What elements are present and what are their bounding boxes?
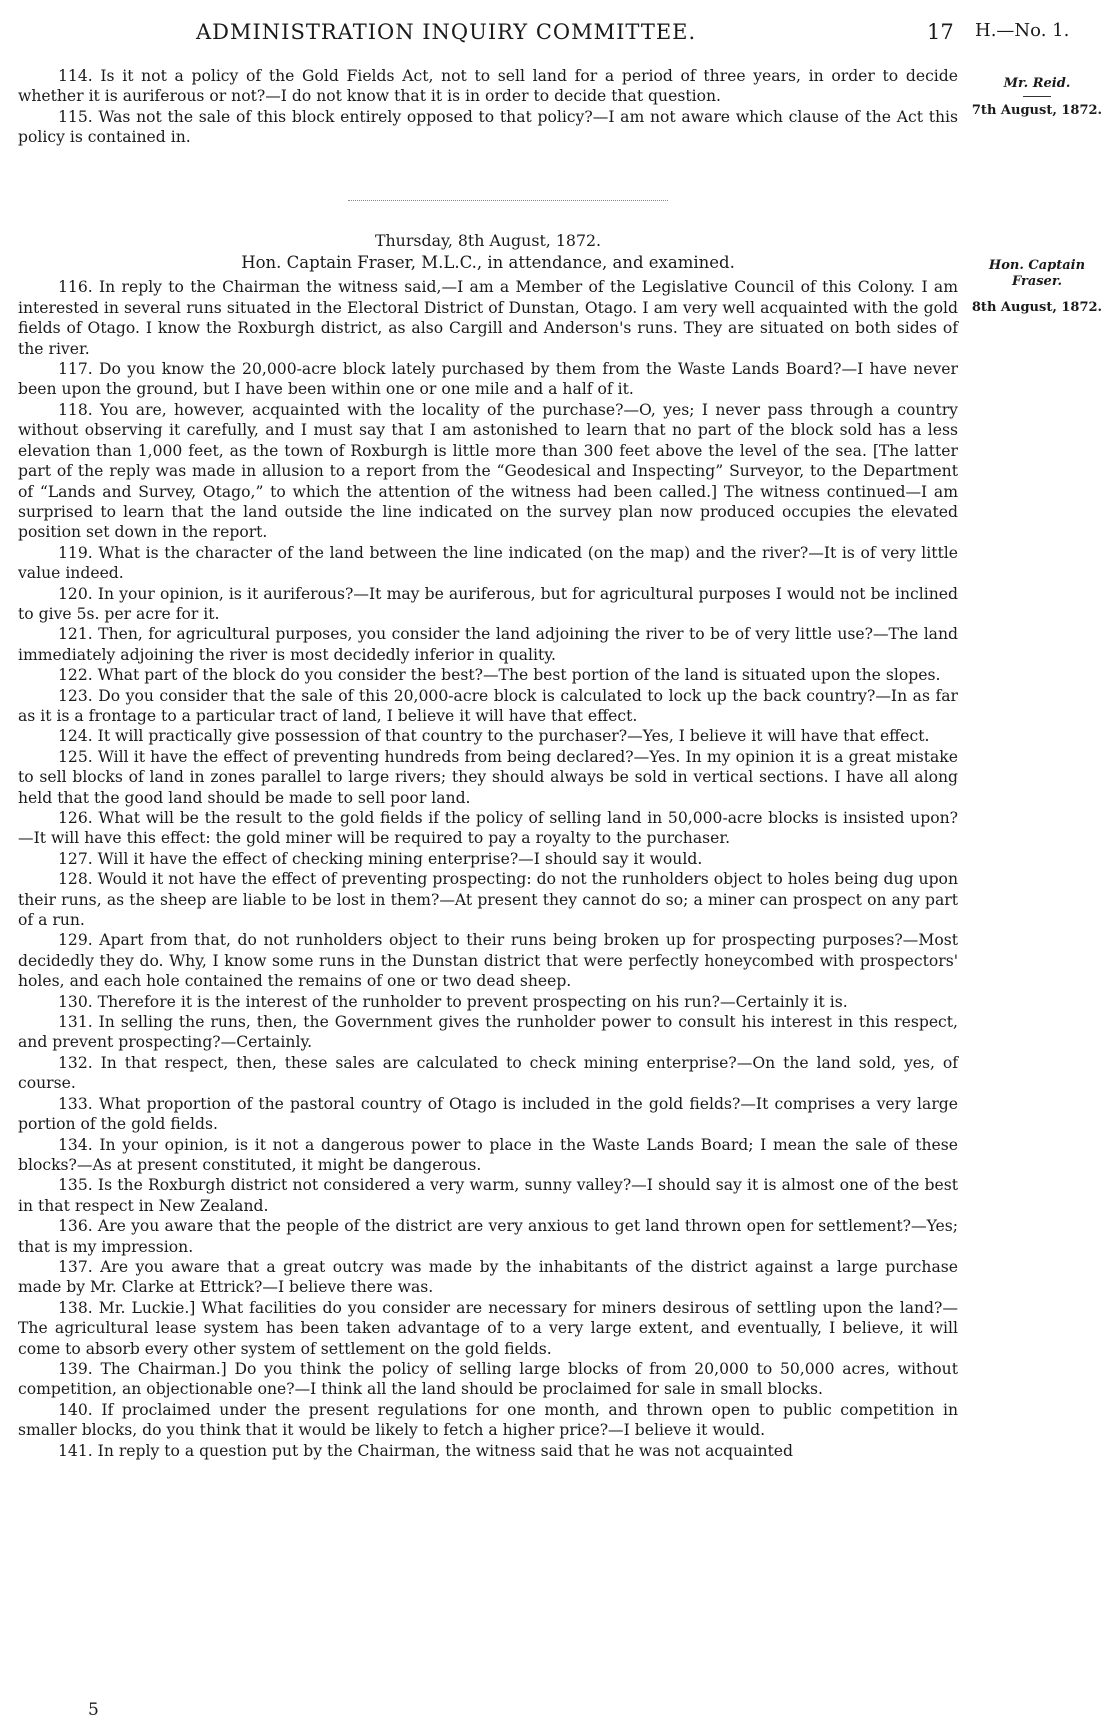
margin-note-date: 8th August, 1872. <box>971 300 1103 315</box>
paragraph: 134. In your opinion, is it not a dangerous power to place in the Waste Lands Board; I mean the sale of these blocks?—As at present constituted, it might be dangerous. <box>18 1135 958 1174</box>
page-header <box>0 20 1114 50</box>
paper-reference: H.—No. 1. <box>975 20 1070 41</box>
evidence-body <box>18 66 958 1461</box>
paragraph: 123. Do you consider that the sale of this 20,000-acre block is calculated to lock up the back country?—In as far as it is a frontage to a particular tract of land, I believe it will have that effect. <box>18 686 958 725</box>
paragraph: 124. It will practically give possession of that country to the purchaser?—Yes, I believe it will have that effect. <box>58 727 930 746</box>
paragraph: 128. Would it not have the effect of preventing prospecting: do not the runholders object to holes being dug upon their runs, as the sheep are liable to be lost in them?—At present they cannot do so; a miner can prospect on any part of a run. <box>18 870 958 930</box>
running-title: ADMINISTRATION INQUIRY COMMITTEE. <box>196 20 697 44</box>
margin-note-reid <box>962 76 1112 119</box>
paragraph: 122. What part of the block do you consider the best?—The best portion of the land is situated upon the slopes. <box>58 666 941 685</box>
paragraph: 116. In reply to the Chairman the witness said,—I am a Member of the Legislative Council of this Colony. I am interested in several runs situated in the Electoral District of Dunstan, Otago. I am very well acquainted with the gold fields of Otago. I know the Roxburgh district, as also Cargill and Anderson's runs. They are situated on both sides of the river. <box>18 278 958 358</box>
paragraph: 135. Is the Roxburgh district not considered a very warm, sunny valley?—I should say it is almost one of the best in that respect in New Zealand. <box>18 1176 958 1215</box>
paragraph: 138. Mr. Luckie.] What facilities do you consider are necessary for miners desirous of settling upon the land?—The agricultural lease system has been taken advantage of to a very large extent, and eventually, I believe, it will come to absorb every other system of settlement on the gold fields. <box>18 1298 958 1358</box>
margin-note-name: Hon. Captain Fraser. <box>988 258 1086 289</box>
signature-mark: 5 <box>88 1700 99 1720</box>
paragraph: 118. You are, however, acquainted with the locality of the purchase?—O, yes; I never pass through a country without observing it carefully, and I must say that I am astonished to learn that no part of the block sold has a less elevation than 1,000 feet, as the town of Roxburgh is little more than 300 feet above the level of the sea. [The latter part of the reply was made in allusion to a report from the “Geodesical and Inspecting” Surveyor, to the Department of “Lands and Survey, Otago,” to which the attention of the witness had been called.] The witness continued—I am surprised to learn that the land outside the line indicated on the survey plan now produced occupies the elevated position set down in the report. <box>18 400 958 542</box>
paragraph: 141. In reply to a question put by the Chairman, the witness said that he was not acquainted <box>58 1441 793 1460</box>
sitting-date: Thursday, 8th August, 1872. <box>374 230 602 250</box>
paragraph: 139. The Chairman.] Do you think the policy of selling large blocks of from 20,000 to 50,000 acres, without competition, an objectionable one?—I think all the land should be proclaimed for sale in small blocks. <box>18 1359 958 1399</box>
margin-rule <box>1023 96 1051 97</box>
margin-note-name: Mr. Reid. <box>1003 76 1071 91</box>
paragraph: 117. Do you know the 20,000-acre block lately purchased by them from the Waste Lands Board?—I have never been upon the ground, but I have been within one or one mile and a half of it. <box>18 360 958 399</box>
paragraph: 136. Are you aware that the people of the district are very anxious to get land thrown open for settlement?—Yes; that is my impression. <box>18 1217 958 1256</box>
paragraph: 115. Was not the sale of this block entirely opposed to that policy?—I am not aware which clause of the Act this policy is contained in. <box>18 107 958 147</box>
paragraph: 137. Are you aware that a great outcry was made by the inhabitants of the district against a large purchase made by Mr. Clarke at Ettrick?—I believe there was. <box>18 1257 958 1297</box>
margin-note-fraser <box>962 258 1112 316</box>
witness-attendance: Hon. Captain Fraser, M.L.C., in attendance, and examined. <box>241 253 735 273</box>
page-number: 17 <box>927 20 954 44</box>
paragraph: 130. Therefore it is the interest of the runholder to prevent prospecting on his run?—Certainly it is. <box>58 992 848 1011</box>
section-divider <box>348 200 668 201</box>
paragraph: 120. In your opinion, is it auriferous?—It may be auriferous, but for agricultural purposes I would not be inclined to give 5s. per acre for it. <box>18 584 958 623</box>
paragraph: 131. In selling the runs, then, the Government gives the runholder power to consult his interest in this respect, and prevent prospecting?—Certainly. <box>18 1013 958 1052</box>
paragraph: 132. In that respect, then, these sales are calculated to check mining enterprise?—On the land sold, yes, of course. <box>18 1053 958 1093</box>
paragraph: 126. What will be the result to the gold fields if the policy of selling land in 50,000-acre blocks is insisted upon?—It will have this effect: the gold miner will be required to pay a royalty to the purchaser. <box>18 809 958 848</box>
paragraph: 140. If proclaimed under the present regulations for one month, and thrown open to public competition in smaller blocks, do you think that it would be likely to fetch a higher price?—I believe it would. <box>18 1400 958 1440</box>
paragraph: 133. What proportion of the pastoral country of Otago is included in the gold fields?—It comprises a very large portion of the gold fields. <box>18 1094 958 1134</box>
paragraph: 119. What is the character of the land between the line indicated (on the map) and the river?—It is of very little value indeed. <box>18 543 958 583</box>
margin-note-date: 7th August, 1872. <box>971 103 1103 118</box>
paragraph: 125. Will it have the effect of preventing hundreds from being declared?—Yes. In my opinion it is a great mistake to sell blocks of land in zones parallel to large rivers; they should always be sold in vertical sections. I have all along held that the good land should be made to sell poor land. <box>18 747 958 807</box>
paragraph: 127. Will it have the effect of checking mining enterprise?—I should say it would. <box>58 849 703 868</box>
paragraph: 121. Then, for agricultural purposes, you consider the land adjoining the river to be of very little use?—The land immediately adjoining the river is most decidedly inferior in quality. <box>18 625 958 664</box>
paragraph: 114. Is it not a policy of the Gold Fields Act, not to sell land for a period of three years, in order to decide whether it is auriferous or not?—I do not know that it is in order to decide that question. <box>18 67 958 106</box>
paragraph: 129. Apart from that, do not runholders object to their runs being broken up for prospecting purposes?—Most decidedly they do. Why, I know some runs in the Dunstan district that were perfectly honeycombed with prospectors' holes, and each hole contained the remains of one or two dead sheep. <box>18 931 958 991</box>
